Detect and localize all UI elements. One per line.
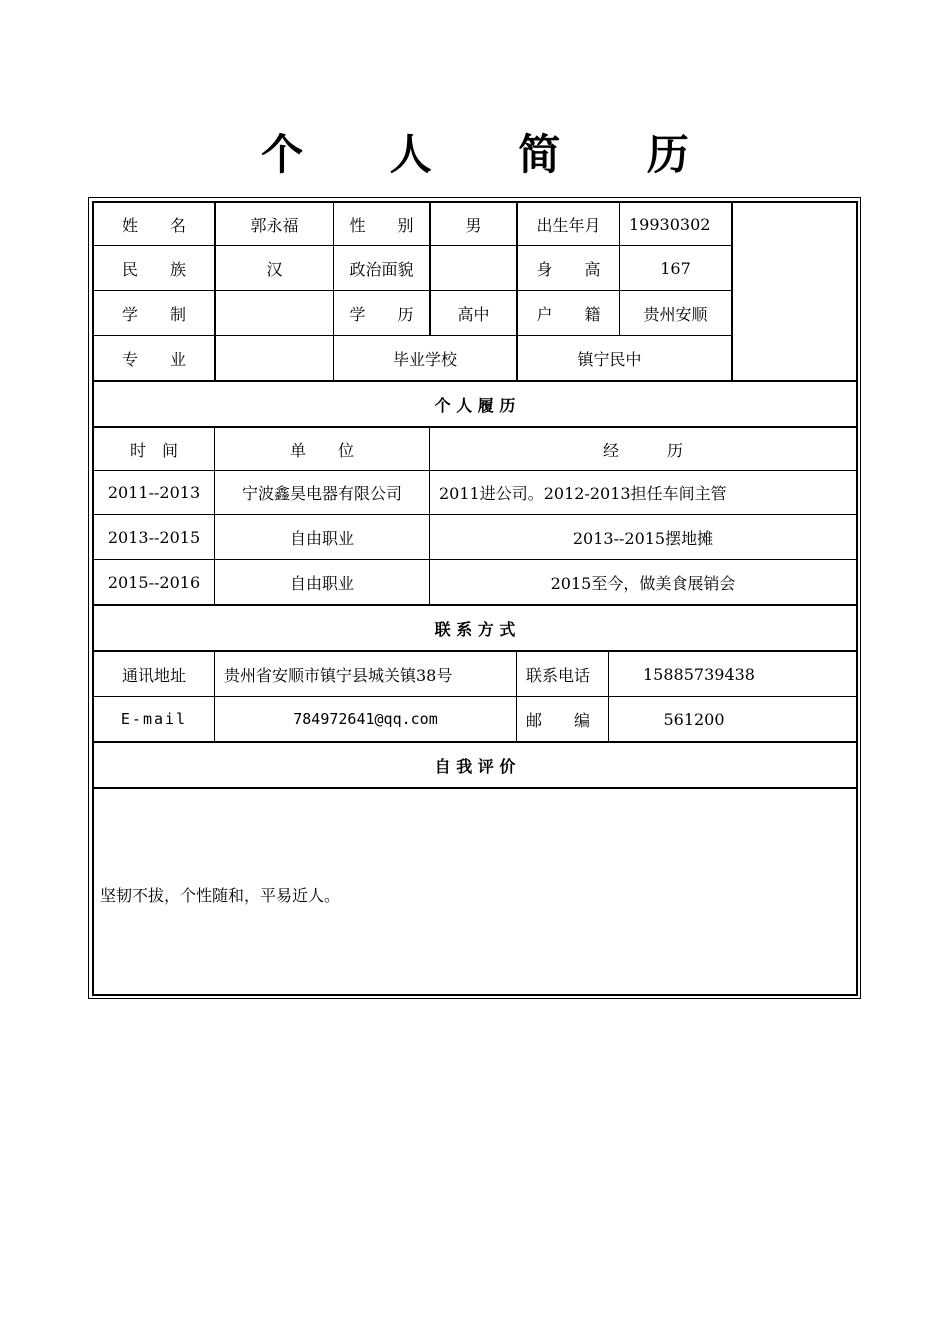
section-title-contact: 联 系 方 式 bbox=[434, 619, 516, 639]
col-time: 时 间 bbox=[129, 440, 178, 460]
value-gender: 男 bbox=[465, 215, 482, 235]
label-school: 毕业学校 bbox=[392, 349, 457, 369]
value-zip: 561200 bbox=[663, 709, 725, 729]
value-education: 高中 bbox=[457, 304, 490, 324]
label-education: 学 历 bbox=[349, 304, 414, 324]
label-email: E-mail bbox=[120, 710, 188, 728]
history-row-1-experience: 2011进公司。2012-2013担任车间主管 bbox=[439, 484, 727, 503]
label-schooling: 学 制 bbox=[121, 304, 186, 324]
col-experience: 经 历 bbox=[602, 440, 683, 460]
label-gender: 性 别 bbox=[349, 215, 414, 235]
history-row-3-unit: 自由职业 bbox=[289, 573, 354, 593]
self-eval-text: 坚韧不拔，个性随和，平易近人。 bbox=[100, 885, 341, 905]
history-row-2-experience: 2013--2015摆地摊 bbox=[572, 528, 714, 548]
value-school: 镇宁民中 bbox=[577, 349, 642, 369]
value-birth: 19930302 bbox=[629, 214, 711, 234]
value-address: 贵州省安顺市镇宁县城关镇38号 bbox=[224, 665, 453, 685]
history-row-2-time: 2013--2015 bbox=[107, 527, 201, 547]
value-political bbox=[431, 246, 516, 290]
history-row-2-unit: 自由职业 bbox=[289, 528, 354, 548]
history-row-3-time: 2015--2016 bbox=[107, 572, 201, 592]
col-unit: 单 位 bbox=[289, 440, 354, 460]
label-political: 政治面貌 bbox=[349, 259, 414, 279]
history-row-1-unit: 宁波鑫昊电器有限公司 bbox=[241, 484, 402, 503]
section-title-history: 个 人 履 历 bbox=[434, 395, 516, 415]
value-name: 郭永福 bbox=[250, 215, 299, 235]
value-ethnicity: 汉 bbox=[266, 259, 283, 279]
label-height: 身 高 bbox=[536, 259, 601, 279]
label-zip: 邮 编 bbox=[526, 710, 591, 730]
label-ethnicity: 民 族 bbox=[121, 259, 186, 279]
label-birth: 出生年月 bbox=[536, 215, 601, 235]
value-phone: 15885739438 bbox=[643, 664, 755, 684]
value-height: 167 bbox=[660, 258, 691, 278]
label-hukou: 户 籍 bbox=[536, 304, 601, 324]
history-row-1-time: 2011--2013 bbox=[107, 483, 201, 502]
history-row-3-experience: 2015至今，做美食展销会 bbox=[550, 573, 736, 593]
value-schooling bbox=[216, 291, 333, 335]
value-major bbox=[216, 336, 333, 380]
page-title: 个 人 简 历 bbox=[261, 130, 725, 179]
section-title-self-eval: 自 我 评 价 bbox=[434, 756, 516, 776]
value-hukou: 贵州安顺 bbox=[643, 304, 708, 324]
label-name: 姓 名 bbox=[121, 215, 186, 235]
value-email: 784972641@qq.com bbox=[293, 710, 438, 728]
label-major: 专 业 bbox=[121, 349, 186, 369]
photo-placeholder bbox=[733, 203, 856, 380]
label-address: 通讯地址 bbox=[121, 665, 186, 685]
label-phone: 联系电话 bbox=[526, 665, 591, 685]
